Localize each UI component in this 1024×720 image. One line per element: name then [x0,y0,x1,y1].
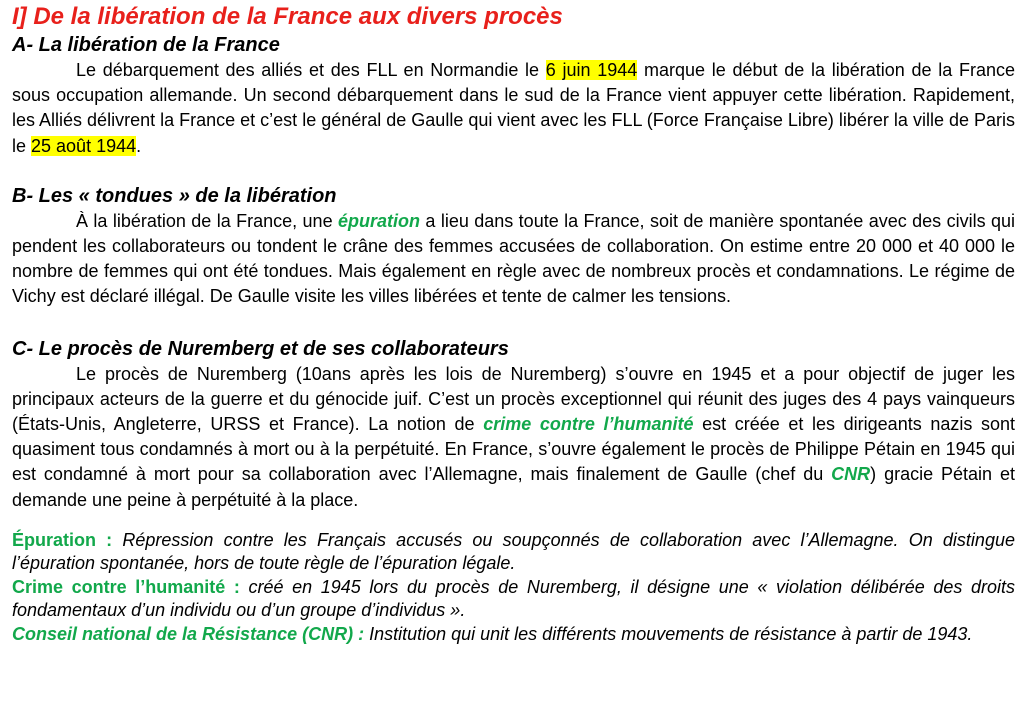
definitions-list [12,529,1015,647]
section-a-heading: A- La libération de la France [12,34,280,56]
definition-term: Épuration : [12,529,113,550]
definition-item [12,576,1015,623]
section-a-text-3: . [136,135,142,156]
page-title: I] De la libération de la France aux divers procès [12,3,563,30]
definition-text: créé en 1945 lors du procès de Nuremberg, il désigne une « violation délibérée des droits fondamentaux d’un individu ou d’un groupe d’individus ». [12,576,1015,621]
definition-item [12,623,1015,647]
spacer [12,513,1015,529]
definition-term: Conseil national de la Résistance (CNR) : [12,623,365,644]
definition-text: Répression contre les Français accusés ou soupçonnés de collaboration avec l’Allemagne. On distingue l’épuration spontanée, hors de toute règle de l’épuration légale. [12,529,1015,574]
term-cnr: CNR [831,464,871,485]
section-c-text-3: ) gracie Pétain et demande une peine à perpétuité à la place. [12,464,1015,510]
definition-item [12,529,1015,576]
document-body [12,2,1015,646]
term-epuration: épuration [337,210,420,231]
term-crime-contre-humanite: crime contre l’humanité [483,414,694,435]
definition-text: Institution qui unit les différents mouvements de résistance à partir de 1943. [364,623,973,644]
section-c [12,336,1015,513]
section-a [12,32,1015,159]
spacer [12,310,1015,336]
highlighted-date-2: 25 août 1944 [31,135,137,156]
section-c-paragraph [12,362,1015,513]
section-a-text-1: Le débarquement des alliés et des FLL en Normandie le [76,60,546,80]
section-c-heading: C- Le procès de Nuremberg et de ses collaborateurs [12,337,509,360]
section-c-text-1: Le procès de Nuremberg (10ans après les lois de Nuremberg) s’ouvre en 1945 et a pour objectif de juger les principaux acteurs de la guerre et du génocide juif. C’est un procès exceptionnel qui réunit des juges des 4 pays vainqueurs (États-Unis, Angleterre, URSS et France). La notion de [12,363,1015,435]
section-c-text-2: est créée et les dirigeants nazis sont quasiment tous condamnés à mort ou à la perpétuité. En France, s’ouvre également le procès de Philippe Pétain en 1945 qui est condamné à mort pour sa collaboration avec l’Allemagne, mais finalement de Gaulle (chef du [12,414,1015,485]
definition-term: Crime contre l’humanité : [12,576,240,597]
spacer [12,159,1015,183]
section-b-paragraph [12,209,1015,310]
section-b [12,183,1015,310]
highlighted-date-1: 6 juin 1944 [545,60,638,80]
section-b-text-2: a lieu dans toute la France, soit de manière spontanée avec des civils qui pendent les collaborateurs ou tondent le crâne des femmes accusées de collaboration. On estime entre 20 000 et 40 000 le nombre de femmes qui ont été tondues. Mais également en règle avec de nombreux procès et condamnations. Le régime de Vichy est déclaré illégal. De Gaulle visite les villes libérées et tente de calmer les tensions. [12,210,1015,307]
section-b-text-1: À la libération de la France, une [76,210,338,231]
section-b-heading: B- Les « tondues » de la libération [12,184,337,207]
section-a-paragraph [12,58,1015,159]
section-a-text-2: marque le début de la libération de la France sous occupation allemande. Un second débarquement dans le sud de la France vient appuyer cette libération. Rapidement, les Alliés délivrent la France et c’est le général de Gaulle qui vient avec les FLL (Force Française Libre) libérer la ville de Paris le [12,60,1015,156]
